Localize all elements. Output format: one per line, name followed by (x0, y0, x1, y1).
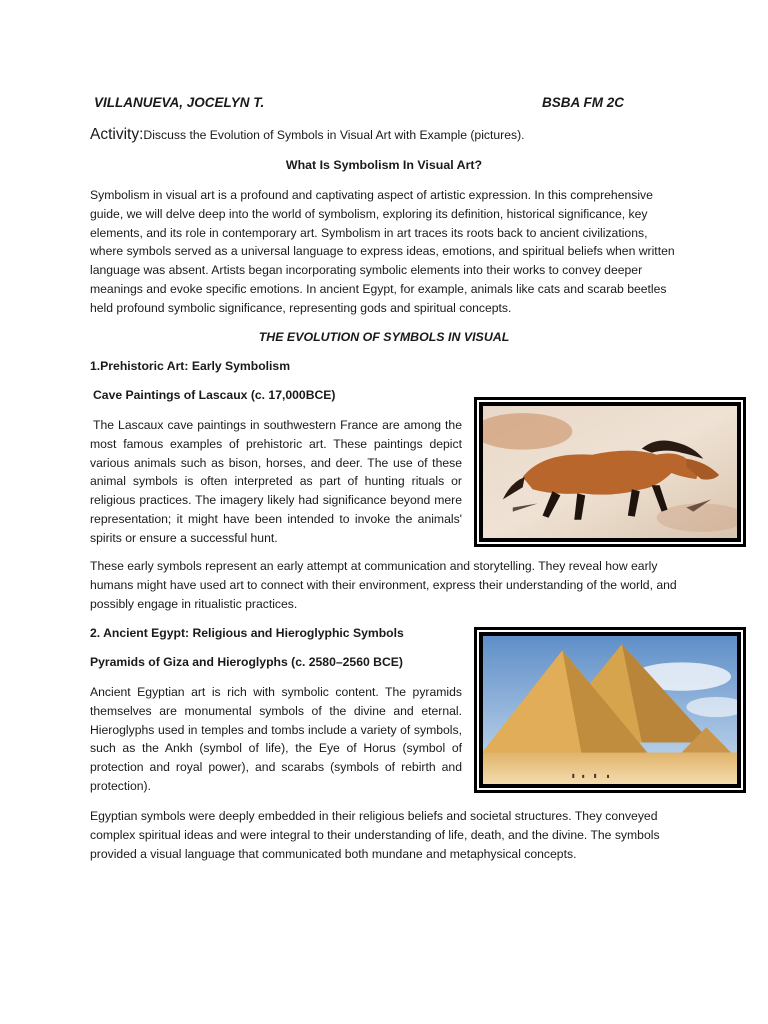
section2-closing: Egyptian symbols were deeply embedded in their religious beliefs and societal structures. They conveyed complex spiritual ideas and were integral to their understanding of life, death, and the divine. The symbols provided a visual language that communicated both mundane and metaphysical concepts. (90, 809, 660, 861)
pyramids-of-giza-image (474, 627, 746, 793)
intro-paragraph: Symbolism in visual art is a profound and captivating aspect of artistic expression. In this comprehensive guide, we will delve deep into the world of symbolism, exploring its definition, historical significance, key elements, and its role in contemporary art. Symbolism in art traces its roots back to ancient civilizations, where symbols served as a universal language to express ideas, emotions, and spiritual beliefs when written language was absent. Artists began incorporating symbolic elements into their works to convey deeper meanings and evoke specific emotions. In ancient Egypt, for example, animals like cats and scarab beetles held profound symbolic significance, representing gods and spiritual concepts. (90, 188, 675, 315)
pyramids-illustration (483, 636, 737, 784)
section1-heading: 1.Prehistoric Art: Early Symbolism (90, 359, 291, 373)
section2-subheading: Pyramids of Giza and Hieroglyphs (c. 2580–2560 BCE) (90, 655, 403, 669)
evolution-title: THE EVOLUTION OF SYMBOLS IN VISUAL (258, 330, 510, 344)
lascaux-cave-painting-image (474, 397, 746, 547)
intro-title: What Is Symbolism In Visual Art? (285, 158, 483, 172)
section2-heading: 2. Ancient Egypt: Religious and Hieroglyphic Symbols (90, 626, 404, 640)
course-section: BSBA FM 2C (542, 95, 625, 110)
section1-closing: These early symbols represent an early attempt at communication and storytelling. They reveal how early humans might have used art to connect with their environment, express their understanding of the world, and possibly engage in ritualistic practices. (90, 559, 677, 611)
activity-text: Discuss the Evolution of Symbols in Visual Art with Example (pictures). (143, 128, 525, 142)
section1-paragraph: The Lascaux cave paintings in southwestern France are among the most famous examples of prehistoric art. These paintings depict various animals such as bison, horses, and deer. The use of these animal symbols is often interpreted as part of hunting rituals or religious practices. The imagery likely had significance beyond mere representation; it might have been intended to invoke the animals' spirits or ensure a successful hunt. (90, 418, 462, 545)
activity-label: Activity: (90, 126, 144, 143)
activity-line (90, 126, 525, 144)
section1-subheading: Cave Paintings of Lascaux (c. 17,000BCE) (93, 388, 336, 402)
section2-paragraph: Ancient Egyptian art is rich with symbolic content. The pyramids themselves are monumental symbols of the divine and eternal. Hieroglyphs used in temples and tombs include a variety of symbols, such as the Ankh (symbol of life), the Eye of Horus (symbol of protection and royal power), and scarabs (symbols of rebirth and protection). (90, 685, 462, 793)
student-name: VILLANUEVA, JOCELYN T. (94, 95, 265, 110)
lascaux-horse-illustration (483, 406, 737, 538)
